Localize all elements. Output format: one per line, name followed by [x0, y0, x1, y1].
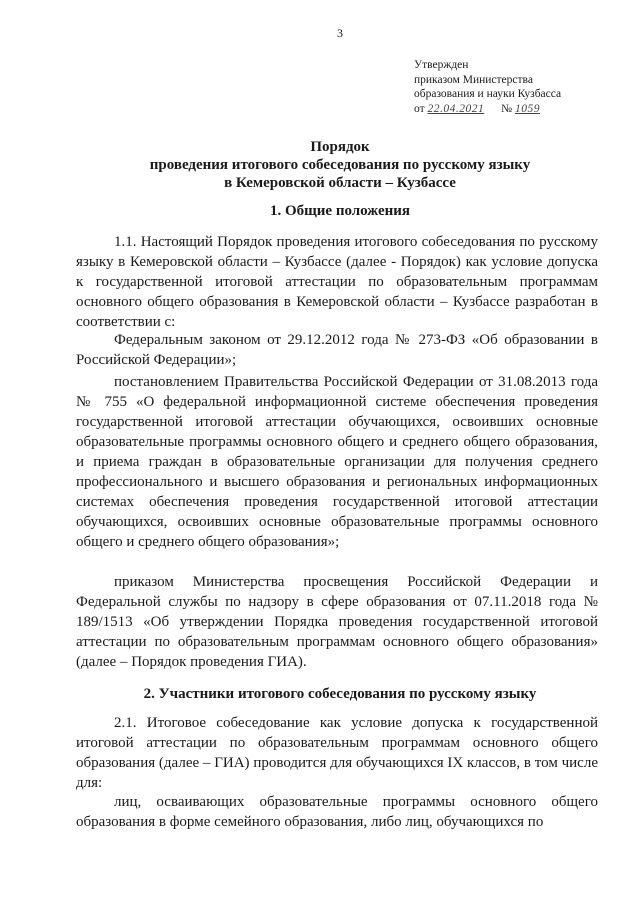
- paragraph: лиц, осваивающих образовательные программы основного общего образования в форме семейного образования, либо лиц, обучающихся по: [76, 794, 598, 830]
- approval-line-3: образования и науки Кузбасса: [414, 88, 562, 100]
- paragraph: 1.1. Настоящий Порядок проведения итогового собеседования по русскому языку в Кемеровской области – Кузбассе (далее - Порядок) как условие допуска к государственной итоговой аттестации по образовательным программам основного общего образования в Кемеровской области – Кузбассе разработан в соответствии с:: [76, 234, 598, 330]
- paragraph: 2.1. Итоговое собеседование как условие допуска к государственной итоговой аттестации по образовательным программам основного общего образования (далее – ГИА) проводится для обучающихся IX классов, в том числе для:: [76, 715, 598, 791]
- page-number: 3: [337, 26, 343, 40]
- paragraph: постановлением Правительства Российской Федерации от 31.08.2013 года № 755 «О федеральной информационной системе обеспечения проведения государственной итоговой аттестации обучающихся, освоивших основные образовательные программы основного общего и среднего общего образования, и приема граждан в образовательные организации для получения среднего профессионального и высшего образования и региональных информационных системах обеспечения проведения государственной итоговой аттестации обучающихся, освоивших основные образовательные программы основного общего и среднего общего образования»;: [76, 374, 598, 550]
- section-1-heading: 1. Общие положения: [269, 203, 411, 219]
- paragraph: Федеральным законом от 29.12.2012 года № 273-ФЗ «Об образовании в Российской Федерации»;: [76, 332, 598, 368]
- approval-date-prefix: от: [414, 102, 425, 115]
- title-line-1: Порядок: [310, 139, 370, 155]
- approval-number: 1059: [514, 102, 540, 115]
- approval-line-2: приказом Министерства: [414, 73, 533, 86]
- approval-date-line: [414, 102, 614, 117]
- title-line-2: проведения итогового собеседования по русскому языку: [149, 157, 531, 173]
- approval-stamp: [414, 58, 614, 116]
- approval-line-1: Утвержден: [414, 59, 469, 71]
- approval-date: 22.04.2021: [427, 102, 485, 115]
- paragraph: приказом Министерства просвещения Российской Федерации и Федеральной службы по надзору в сфере образования от 07.11.2018 года № 189/1513 «Об утверждении Порядка проведения государственной итоговой аттестации по образовательным программам основного общего образования» (далее – Порядок проведения ГИА).: [76, 574, 598, 670]
- approval-number-label: №: [501, 102, 513, 115]
- section-2-heading: 2. Участники итогового собеседования по русскому языку: [143, 686, 537, 702]
- document-title: [0, 138, 640, 192]
- title-line-3: в Кемеровской области – Кузбассе: [224, 175, 456, 191]
